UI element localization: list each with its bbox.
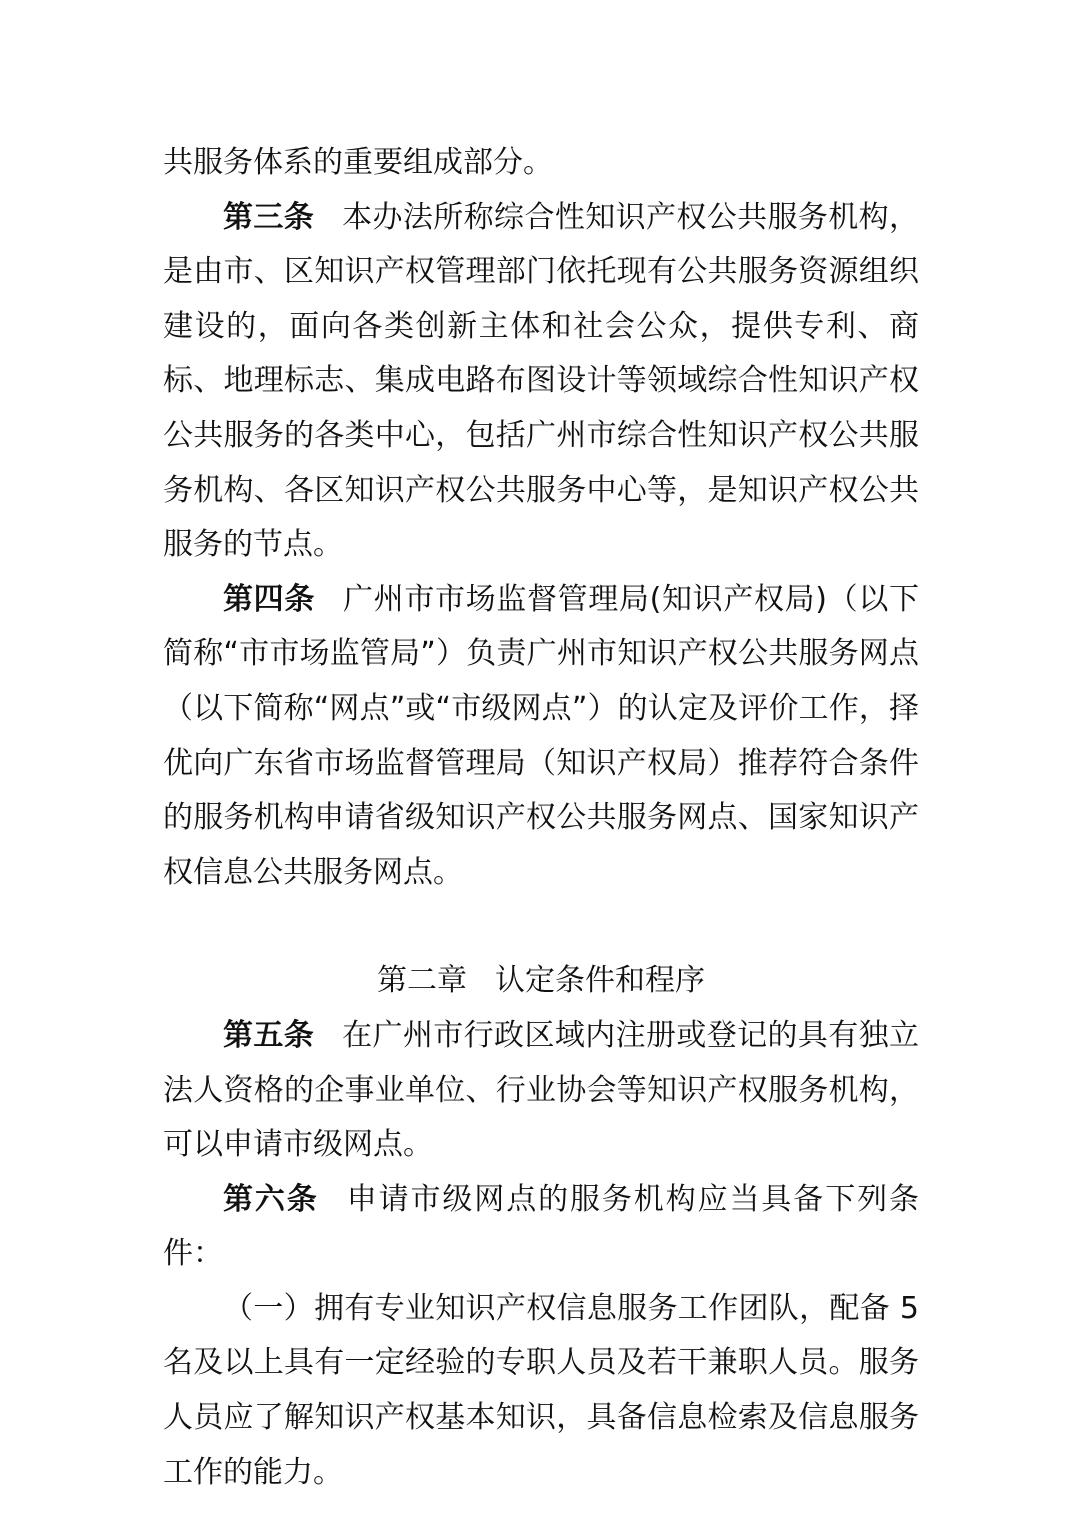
article-4 (163, 573, 919, 901)
chapter-heading (163, 900, 919, 1009)
article-label: 第五条 (223, 1017, 315, 1053)
article-text: 广州市市场监督管理局(知识产权局)（以下简称“市市场监管局”）负责广州市知识产权公共服务网点（以下简称“网点”或“市级网点”）的认定及评价工作，择优向广东省市场监督管理局（知识产权局）推荐符合条件的服务机构申请省级知识产权公共服务网点、国家知识产权信息公共服务网点。 (163, 581, 919, 890)
chapter-number: 第二章 (377, 963, 467, 999)
article-6-item-1: （一）拥有专业知识产权信息服务工作团队，配备 5 名及以上具有一定经验的专职人员及若干兼职人员。服务人员应了解知识产权基本知识，具备信息检索及信息服务工作的能力。 (163, 1290, 919, 1490)
article-5 (163, 1009, 919, 1173)
document-page (163, 136, 919, 1500)
article-text: 申请市级网点的服务机构应当具备下列条件： (163, 1181, 920, 1272)
article-6 (163, 1173, 919, 1282)
continuation-paragraph: 共服务体系的重要组成部分。 (163, 145, 553, 180)
article-3 (163, 191, 919, 573)
article-text: 本办法所称综合性知识产权公共服务机构，是由市、区知识产权管理部门依托现有公共服务资源组织建设的，面向各类创新主体和社会公众，提供专利、商标、地理标志、集成电路布图设计等领域综合性知识产权公共服务的各类中心，包括广州市综合性知识产权公共服务机构、各区知识产权公共服务中心等，是知识产权公共服务的节点。 (163, 199, 920, 563)
article-label: 第四条 (223, 581, 315, 617)
article-label: 第六条 (223, 1181, 319, 1217)
chapter-title: 认定条件和程序 (495, 963, 705, 999)
article-label: 第三条 (223, 199, 315, 235)
article-text: 在广州市行政区域内注册或登记的具有独立法人资格的企事业单位、行业协会等知识产权服务机构，可以申请市级网点。 (163, 1017, 920, 1163)
